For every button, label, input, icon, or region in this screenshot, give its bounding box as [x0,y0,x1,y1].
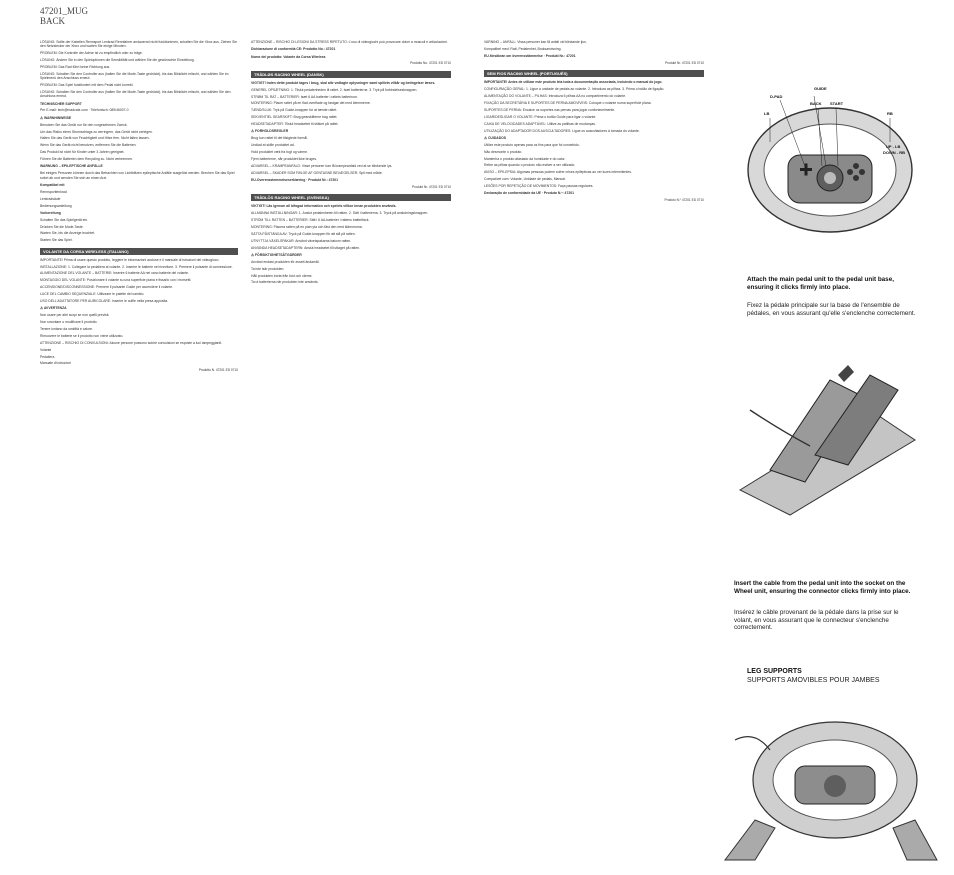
sv-paragraph: ANVÄNDA HEADSETADAPTERN: Anslut headsetet till uttaget på ratten. [251,245,361,250]
sv-warning-item: Håll produkten borta från fukt och värme. [251,273,313,278]
pt-warning-item: Retire as pilhas quando o produto não estiver a ser utilizado. [484,163,576,168]
product-number: Prodotto N. 47201 ED 0710 [198,368,238,373]
sv-paragraph: VIKTIGT! Läs igenom all bifogad information och spelets villkor innan produkten används. [251,204,397,209]
warning-item: Halten Sie das Gerät von Feuchtigkeit und Hitze fern. Nicht fallen lassen. [40,136,150,141]
it-contents-item: Pedaliera [40,354,55,359]
column-3 [484,40,704,830]
section-bar-danish: TRÅDLØS RACING WHEEL (DANSK) [251,71,451,78]
it-warning-heading: ⚠ AVVERTENZA [40,306,67,311]
troubleshoot-5: LÖSUNG: Schalten Sie den Controller aus (halten Sie die Mode-Taste gedrückt), bis das Blinklicht erlischt, und wählen Sie im Spielmenü den Anschluss erneut. [40,71,229,81]
sv-warning-heading: ⚠ FÖRSIKTIGHETSÅTGÄRDER [251,252,302,257]
it-paragraph: ALIMENTAZIONE DEL VOLANTE – BATTERIE: Inserire 6 batterie AA nel vano batterie del volante. [40,271,189,276]
leg-supports-title: LEG SUPPORTS [747,668,802,675]
sv-paragraph: VARNING – ANFALL: Vissa personer kan få anfall vid blinkande ljus. [484,40,587,44]
it-warning-item: Non smontare o modificare il prodotto. [40,320,98,325]
troubleshoot-1: LÖSUNG: Sollte der Kabellen Rennsport Lenkrad Rennfahrer andauernd nicht funktionieren, schalten Sie die Xbox aus. Ziehen Sie den Netzstecker der Xbox und warten Sie einige Minuten. [40,40,237,49]
support-heading: TECHNISCHER SUPPORT [40,101,82,106]
contents-item: Bedienungsanleitung [40,203,72,208]
setup-item: Warten Sie, bis die Anzeige leuchtet. [40,231,96,236]
it-paragraph: INSTALLAZIONE: 1. Collegare la pedaliera al volante. 2. Inserire le batterie nel ricevitore. 3. Premere il pulsante di connessione. [40,264,233,269]
pt-paragraph: SUPORTES DE PERNA: Encaixe os suportes nas pernas para jogar confortavelmente. [484,107,616,112]
label-lb: LB [764,111,770,116]
warning-icon: ⚠ [251,129,255,134]
product-code: 47201_MUG [40,6,89,16]
label-dpad: D-PAD [770,94,783,99]
sv-paragraph: ALLMÄNNA INSTÄLLNINGAR: 1. Anslut pedalenheten till ratten. 2. Sätt i batterierna. 3. Tryck på anslutningsknappen. [251,211,429,216]
it-paragraph: USO DELL'ADATTATORE PER AURICOLARE: Inserire le cuffie nella presa apposita. [40,299,169,304]
setup-item: Drücken Sie die Mode-Taste. [40,224,84,229]
warning-icon: ⚠ [40,115,44,120]
support-text: Per E-mail: tech@madcatz.com · Telefonisch: 089/46007-0 [40,108,129,113]
it-paragraph: Nome del prodotto: Volante da Corsa Wireless [251,54,326,59]
da-paragraph: TÆND/SLUK: Tryk på Guide-knappen for at tænde rattet. [251,108,338,113]
pt-paragraph: LIGAR/DESLIGAR O VOLANTE: Prima o botão Guide para ligar o volante. [484,114,597,119]
label-up: UP - LB [886,144,901,149]
it-paragraph: ATTENZIONE – RISCHIO DI LESIONI DA STRESS RIPETUTO: L'uso di videogiochi può provocare dolori a muscoli e articolazioni. [251,40,448,44]
sv-paragraph: STRÖM TILL RATTEN – BATTERIER: Sätt i 6 AA-batterier i rattens batterifack. [251,218,370,223]
sv-paragraph: EU-försäkran om överensstämmelse · Produkt Nr.: 47201 [484,54,576,59]
column-2 [251,40,451,830]
sv-warning-item: Ta ut batterierna när produkten inte används. [251,280,319,285]
it-warning-item: Tenere lontano da umidità e calore. [40,326,93,331]
troubleshoot-4: PROBLEM: Das Rad führt keine Richtung aus. [40,64,111,69]
da-paragraph: ADVARSEL – KRAMPEANFALD: Visse personer kan få krampeanfald ved at se blinkende lys. [251,163,393,168]
label-down: DOWN - RB [883,150,905,155]
pt-paragraph: AVISO – EPILEPSIA: Algumas pessoas podem sofrer crises epilépticas ao ver luzes intermitentes. [484,170,632,175]
troubleshoot-6: PROBLEM: Das Spiel funktioniert mit dem Pedal nicht korrekt. [40,83,134,88]
da-eu-declaration: EU-Overensstemmelseserklæring · Produkt Nr.: 47201 [251,178,339,183]
da-paragraph: VIGTIGT! Inden dette produkt tages i brug, skal alle vedlagte oplysninger samt spillets vilkår og betingelser læses. [251,80,436,85]
caption-cable-french: Insérez le câble provenant de la pédale dans la prise sur le volant, en vous assurant que le connecteur s'enclenche correctement. [734,609,899,632]
product-number: Produkt Nr. 47201 ED 0710 [412,184,451,189]
caption-pedal-french: Fixez la pédale principale sur la base de l'ensemble de pédales, en vous assurant qu'elle s'enclenche correctement. [747,302,916,317]
warning-icon: ⚠ [484,135,488,140]
troubleshoot-2: PROBLEM: Die Kontrolle der Achse ist zu empfindlich oder zu träge. [40,51,143,56]
column-1 [40,40,238,830]
sv-paragraph: UTNYTTJA VÄXELSPAKAR: Använd växelspakarna bakom ratten. [251,238,352,243]
sv-paragraph: MONTERING: Placera ratten på en plan yta och fäst den med klämmorna. [251,224,363,229]
troubleshoot-3: LÖSUNG: Ändern Sie in den Spieloptionen die Sensibilität und wählen Sie die gewünschte Einstellung. [40,58,195,63]
it-paragraph: MONTAGGIO DEL VOLANTE: Posizionare il volante su una superficie piana e fissarlo con i morsetti. [40,278,192,283]
pedal-unit-illustration [720,350,920,520]
da-warning-item: Hold produktet væk fra fugt og varme. [251,150,308,155]
warning-icon: ⚠ [40,306,44,311]
pt-warning-item: Não desmonte o produto. [484,149,523,154]
da-paragraph: MONTERING: Placer rattet på en flad overflade og fastgør det med klemmerne. [251,101,371,106]
it-paragraph: ACCENSIONE/DISCONNESSIONE: Premere il pulsante Guide per accendere il volante. [40,285,174,290]
caption-cable-english: Insert the cable from the pedal unit into the socket on the Wheel unit, ensuring the connector clicks firmly into place. [734,580,911,595]
pt-paragraph: ALIMENTAÇÃO DO VOLANTE – PILHAS: Introduza 6 pilhas AA no compartimento do volante. [484,94,627,99]
document-code [40,6,88,26]
da-paragraph: ADVARSEL – SKADER SOM FØLGE AF GENTAGNE BEVÆGELSER: Spil med måde. [251,170,383,175]
it-paragraph: LUCE DEL CAMBIO SEQUENZIALE: Utilizzare le palette del cambio. [40,292,145,297]
pt-paragraph: FIXAÇÃO DA SECRETÁRIA E SUPORTES DE PERNA AMOVÍVEIS: Coloque o volante numa superfície plana. [484,101,652,106]
product-number: Produto N.º 47201 ED 0710 [664,198,704,203]
troubleshoot-7: LÖSUNG: Schalten Sie den Controller aus (halten Sie die Mode-Taste gedrückt), bis das Blinklicht erlischt, und wählen Sie den Anschluss erneut. [40,89,231,99]
da-paragraph: GENEREL OPSÆTNING: 1. Tilslut pedalenheden til rattet. 2. Isæt batterierne. 3. Tryk på forbindelsesknappen. [251,87,418,92]
setup-item: Starten Sie das Spiel. [40,238,73,243]
warning-item: Wenn Sie das Gerät nicht benutzen, entfernen Sie die Batterien. [40,143,137,148]
warning-item: Das Produkt ist nicht für Kinder unter 3 Jahren geeignet. [40,150,125,155]
setup-item: Schalten Sie das Spielgerät ein. [40,217,89,222]
warnings-heading: ⚠ WARNHINWEISE [40,115,72,120]
it-attention: ATTENZIONE – RISCHIO DI CONVULSIONI: Alcune persone possono subire convulsioni se esposte a luci lampeggianti. [40,340,222,345]
racing-wheel-illustration [730,60,930,260]
section-bar-portuguese: SEM FIOS RACING WHEEL (PORTUGUÊS) [484,70,704,77]
label-guide: GUIDE [814,86,827,91]
pt-paragraph: CAIXA DE VELOCIDADES ADAPTÁVEL: Utilize as patilhas de mudanças. [484,121,596,126]
pt-warning-item: Mantenha o produto afastado da humidade e do calor. [484,156,566,161]
leg-supports-subtitle: SUPPORTS AMOVIBLES POUR JAMBES [747,677,880,684]
label-start: START [830,101,844,106]
warning-item: Benutzen Sie das Gerät nur für den vorgesehenen Zweck. [40,122,128,127]
caption-pedal-english: Attach the main pedal unit to the pedal unit base, ensuring it clicks firmly into place. [747,276,894,291]
setup-heading: Vorbereitung [40,210,61,215]
da-paragraph: HEADSETADAPTER: Tilslut headsettet til stikket på rattet. [251,122,339,127]
pt-warning-heading: ⚠ CUIDADOS [484,135,507,140]
it-paragraph: Dichiarazione di conformità CE: Prodotto No.: 47201 [251,47,336,52]
warning-item: Führen Sie die Batterien dem Recycling zu. Nicht verbrennen. [40,157,133,162]
it-warning-item: Non usare per altri scopi se non quelli previsti. [40,313,110,318]
sv-warning-item: Använd endast produkten för avsett ändamål. [251,259,320,264]
da-warning-item: Fjern batterierne, når produktet ikke bruges. [251,156,317,161]
product-number: Produkt Nr. 47201 ED 0710 [665,61,704,66]
contents-heading: Kompatibel mit [40,182,65,187]
page-side-label: BACK [40,16,66,26]
da-warning-heading: ⚠ FORHOLDSREGLER [251,129,289,134]
pt-paragraph: Compatível com: Volante, Unidade de pedais, Manual. [484,177,566,182]
it-contents-item: Manuale di istruzioni [40,361,71,366]
warning-item: Um das Risiko eines Stromschlags zu verringern, das Gerät nicht zerlegen. [40,129,153,134]
pt-paragraph: CONFIGURAÇÃO GERAL: 1. Ligue a unidade de pedais ao volante. 2. Introduza as pilhas. 3. Prima o botão de ligação. [484,87,665,92]
label-rb: RB [887,111,893,116]
sv-paragraph: Kompatibel med: Ratt, Pedalenhet, Bruksanvisning. [484,46,562,51]
it-paragraph: IMPORTANTE! Prima di usare questo prodotto, leggere le informazioni accluse e il manuale di istruzioni del videogioco. [40,257,220,262]
pt-warning-item: Utilize este produto apenas para os fins para que foi concebido. [484,142,580,147]
da-warning-item: Undlad at skille produktet ad. [251,143,295,148]
sv-warning-item: Ta inte isär produkten. [251,266,285,271]
pt-paragraph: UTILIZAÇÃO DO ADAPTADOR DOS AUSCULTADORES: Ligue os auscultadores à tomada do volante. [484,128,640,133]
pt-paragraph: IMPORTANTE! Antes de utilizar este produto leia toda a documentação associada, incluindo o manual do jogo. [484,80,663,85]
it-contents-item: Volante [40,347,52,352]
contents-item: Rennsportlenkrad [40,189,67,194]
label-back: BACK [810,101,822,106]
contents-item: Lenkradsäule [40,196,61,201]
epilepsy-text: Bei einigen Personen können durch das Betrachten von Lichtblitzen epileptische Anfälle ausgelöst werden. Brechen Sie das Spiel sofort ab und wenden Sie sich an einen Arzt. [40,171,235,180]
pt-paragraph: Declaração de conformidade da UE · Produto N.º: 47201 [484,191,574,196]
warning-icon: ⚠ [251,252,255,257]
da-warning-item: Brug kun rattet til det tilsigtede formål. [251,136,308,141]
leg-supports-illustration [715,700,940,865]
it-warning-item: Rimuovere le batterie se il prodotto non viene utilizzato. [40,333,124,338]
section-bar-swedish: TRÅDLÖS RACING WHEEL (SVENSKA) [251,194,451,201]
da-paragraph: SEKVENTIEL GEARSKIFT: Brug gearskifterne bag rattet. [251,115,338,120]
section-bar-italian: VOLANTE DA CORSA WIRELESS (ITALIANO) [40,248,238,255]
product-number: Prodotto No. 47201 ED 0710 [410,61,451,66]
epilepsy-heading: WARNUNG – EPILEPTISCHE ANFÄLLE [40,164,103,169]
pt-paragraph: LESÕES POR REPETIÇÃO DE MOVIMENTOS: Faça pausas regulares. [484,184,594,189]
sv-paragraph: SÄTTA PÅ/STÄNGA AV: Tryck på Guide-knappen för att slå på ratten. [251,231,356,236]
da-paragraph: STRØM TIL RAT – BATTERIER: Isæt 6 AA batterier i rattets batterirum. [251,94,358,99]
